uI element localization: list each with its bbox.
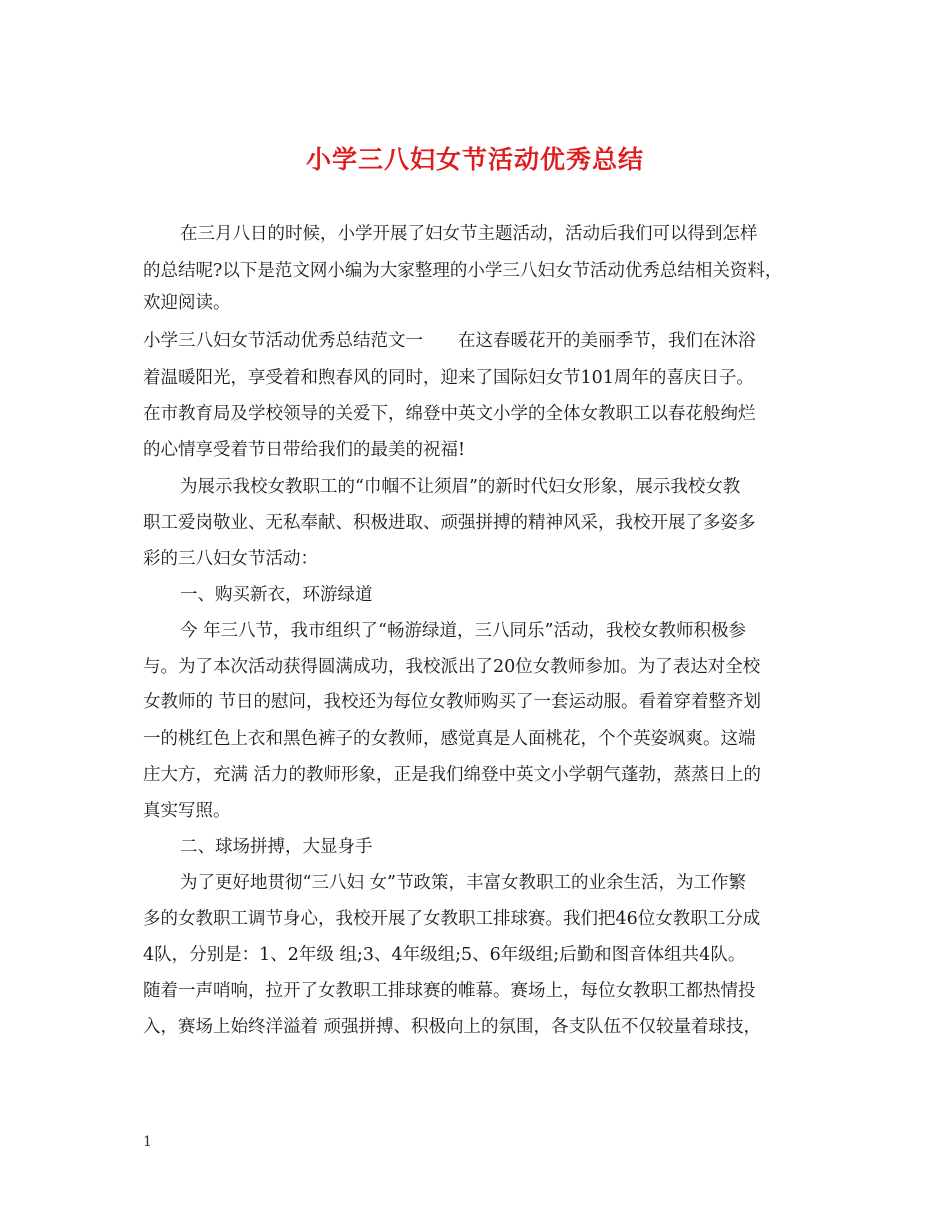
text-line: 多的女教职工调节身心，我校开展了女教职工排球赛。我们把46位女教职工分成 xyxy=(143,909,761,929)
text-line: 在三月八日的时候，小学开展了妇女节主题活动，活动后我们可以得到怎样 xyxy=(180,224,758,244)
text-line: 的总结呢?以下是范文网小编为大家整理的小学三八妇女节活动优秀总结相关资料， xyxy=(143,261,783,281)
text-line: 二、球场拼搏，大显身手 xyxy=(180,837,373,857)
text-line: 与。为了本次活动获得圆满成功，我校派出了20位女教师参加。为了表达对全校 xyxy=(143,657,761,677)
text-line: 彩的三八妇女节活动： xyxy=(143,549,318,569)
text-line: 在市教育局及学校领导的关爱下，绵登中英文小学的全体女教职工以春花般绚烂 xyxy=(143,404,756,424)
text-line: 随着一声哨响，拉开了女教职工排球赛的帷幕。赛场上，每位女教职工都热情投 xyxy=(143,981,756,1001)
text-line: 为了更好地贯彻“三八妇 女”节政策，丰富女教职工的业余生活，为工作繁 xyxy=(180,873,746,893)
text-line: 真实写照。 xyxy=(143,801,231,821)
text-line: 一、购买新衣，环游绿道 xyxy=(180,585,373,605)
text-line: 的心情享受着节日带给我们的最美的祝福! xyxy=(143,440,466,460)
text-line: 小学三八妇女节活动优秀总结范文一 在这春暖花开的美丽季节，我们在沐浴 xyxy=(143,331,756,351)
text-line: 一的桃红色上衣和黑色裤子的女教师，感觉真是人面桃花，个个英姿飒爽。这端 xyxy=(143,729,756,749)
text-line: 4队，分别是：1、2年级 组;3、4年级组;5、6年级组;后勤和图音体组共4队。 xyxy=(143,945,746,965)
text-line: 为展示我校女教职工的“巾帼不让须眉”的新时代妇女形象，展示我校女教 xyxy=(180,477,741,497)
text-line: 着温暖阳光，享受着和煦春风的同时，迎来了国际妇女节101周年的喜庆日子。 xyxy=(143,368,754,388)
text-line: 今 年三八节，我市组织了“畅游绿道，三八同乐”活动，我校女教师积极参 xyxy=(180,621,746,641)
text-line: 女教师的 节日的慰问，我校还为每位女教师购买了一套运动服。看着穿着整齐划 xyxy=(143,692,762,712)
text-line: 庄大方，充满 活力的教师形象，正是我们绵登中英文小学朝气蓬勃，蒸蒸日上的 xyxy=(143,765,762,785)
text-line: 欢迎阅读。 xyxy=(143,293,231,313)
page-number: 1 xyxy=(143,1134,152,1150)
text-line: 职工爱岗敬业、无私奉献、积极进取、顽强拼搏的精神风采，我校开展了多姿多 xyxy=(143,513,756,533)
text-line: 入，赛场上始终洋溢着 顽强拼搏、积极向上的氛围，各支队伍不仅较量着球技， xyxy=(143,1017,762,1037)
document-title: 小学三八妇女节活动优秀总结 xyxy=(305,145,644,174)
